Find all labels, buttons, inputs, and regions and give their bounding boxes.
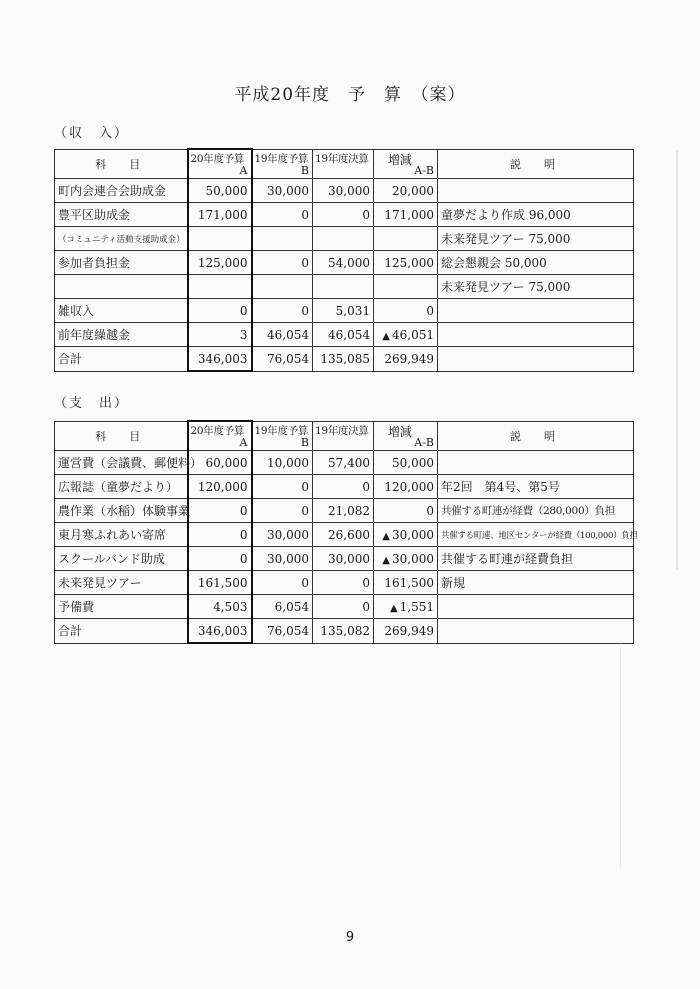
difference-amount: 0 — [426, 303, 434, 318]
table-row — [55, 251, 634, 275]
settlement-19-value: 135,085 — [313, 347, 374, 372]
row-subject: 参加者負担金 — [55, 251, 188, 275]
budget-19-value: 0 — [252, 299, 313, 323]
budget-19-value: 0 — [252, 499, 313, 523]
budget-20-value: 161,500 — [188, 571, 252, 595]
difference-amount: 161,500 — [384, 575, 434, 590]
budget-20-header-code: A — [239, 164, 248, 177]
difference-amount: 171,000 — [384, 207, 434, 222]
row-description — [438, 451, 634, 475]
total-row — [55, 619, 634, 644]
difference-amount: 125,000 — [384, 255, 434, 270]
difference-value — [374, 547, 438, 571]
budget-19-value: 30,000 — [252, 179, 313, 203]
difference-amount: 30,000 — [392, 551, 434, 566]
settlement-19-value — [313, 275, 374, 299]
row-subject: 予備費 — [55, 595, 188, 619]
decrease-triangle-icon: ▲ — [382, 554, 390, 566]
income-header-row — [55, 149, 634, 179]
table-row — [55, 595, 634, 619]
row-description — [438, 323, 634, 347]
budget-20-value: 346,003 — [188, 347, 252, 372]
row-description: 未来発見ツアー 75,000 — [438, 227, 634, 251]
settlement-19-value: 0 — [313, 203, 374, 227]
row-description: 年2回 第4号、第5号 — [438, 475, 634, 499]
difference-value — [374, 299, 438, 323]
difference-value — [374, 451, 438, 475]
row-subject: スクールバンド助成 — [55, 547, 188, 571]
difference-value — [374, 571, 438, 595]
budget-20-value: 50,000 — [188, 179, 252, 203]
difference-value — [374, 275, 438, 299]
settlement-19-header-label: 19年度決算 — [315, 424, 369, 437]
row-subject-note: （コミュニティ活動支援助成金） — [55, 227, 188, 251]
budget-19-value: 6,054 — [252, 595, 313, 619]
budget-19-value — [252, 275, 313, 299]
difference-header — [374, 421, 438, 451]
row-subject — [55, 275, 188, 299]
settlement-19-value: 0 — [313, 475, 374, 499]
budget-20-value: 171,000 — [188, 203, 252, 227]
row-description: 新規 — [438, 571, 634, 595]
settlement-19-header — [313, 149, 374, 179]
budget-20-value: 0 — [188, 499, 252, 523]
total-row — [55, 347, 634, 372]
row-subject: 東月寒ふれあい寄席 — [55, 523, 188, 547]
difference-amount: 50,000 — [392, 455, 434, 470]
income-section-label: （収 入） — [54, 126, 130, 141]
row-subject: 前年度繰越金 — [55, 323, 188, 347]
difference-value — [374, 251, 438, 275]
table-row — [55, 475, 634, 499]
difference-header-label: 増減 — [388, 424, 412, 439]
budget-19-header-code: B — [300, 436, 309, 449]
difference-value — [374, 475, 438, 499]
row-subject: 合計 — [55, 347, 188, 372]
difference-value — [374, 323, 438, 347]
row-description — [438, 595, 634, 619]
difference-header-label: 増減 — [388, 152, 412, 167]
difference-header — [374, 149, 438, 179]
difference-header-code: A-B — [414, 436, 434, 449]
budget-19-value: 0 — [252, 475, 313, 499]
difference-amount: 269,949 — [384, 351, 434, 366]
budget-19-value: 30,000 — [252, 547, 313, 571]
table-row — [55, 179, 634, 203]
table-row — [55, 523, 634, 547]
difference-header-code: A-B — [414, 164, 434, 177]
difference-amount: 120,000 — [384, 479, 434, 494]
difference-value — [374, 619, 438, 644]
expense-section-label: （支 出） — [54, 396, 130, 411]
settlement-19-value: 46,054 — [313, 323, 374, 347]
table-row — [55, 203, 634, 227]
row-subject: 未来発見ツアー — [55, 571, 188, 595]
difference-amount: 46,051 — [392, 327, 434, 342]
budget-19-value: 46,054 — [252, 323, 313, 347]
difference-value — [374, 179, 438, 203]
row-description — [438, 347, 634, 372]
budget-19-header-label: 19年度予算 — [254, 424, 309, 437]
table-row — [55, 571, 634, 595]
difference-value — [374, 203, 438, 227]
budget-19-value: 76,054 — [252, 619, 313, 644]
settlement-19-value: 30,000 — [313, 547, 374, 571]
budget-20-header — [188, 149, 252, 179]
budget-20-value — [188, 227, 252, 251]
budget-19-value: 0 — [252, 251, 313, 275]
row-description — [438, 299, 634, 323]
difference-value — [374, 499, 438, 523]
row-description: 共催する町連が経費負担 — [438, 547, 634, 571]
row-subject: 雑収入 — [55, 299, 188, 323]
budget-19-header-label: 19年度予算 — [254, 152, 309, 165]
decrease-triangle-icon: ▲ — [382, 330, 390, 342]
decrease-triangle-icon: ▲ — [382, 530, 390, 542]
budget-19-value: 30,000 — [252, 523, 313, 547]
budget-20-value: 0 — [188, 299, 252, 323]
budget-19-header — [252, 149, 313, 179]
budget-20-value: 0 — [188, 547, 252, 571]
expense-header-row — [55, 421, 634, 451]
table-row — [55, 227, 634, 251]
row-subject: 農作業（水稲）体験事業 — [55, 499, 188, 523]
row-description: 未来発見ツアー 75,000 — [438, 275, 634, 299]
row-subject: 広報誌（童夢だより） — [55, 475, 188, 499]
budget-20-header-label: 20年度予算 — [190, 425, 245, 437]
difference-value — [374, 227, 438, 251]
budget-19-value — [252, 227, 313, 251]
income-table — [54, 148, 634, 372]
description-header: 説 明 — [438, 421, 634, 451]
subject-header: 科 目 — [55, 421, 188, 451]
difference-amount: 1,551 — [399, 599, 434, 614]
budget-20-value: 4,503 — [188, 595, 252, 619]
row-description: 童夢だより作成 96,000 — [438, 203, 634, 227]
settlement-19-header — [313, 421, 374, 451]
difference-amount: 20,000 — [392, 183, 434, 198]
budget-19-header — [252, 421, 313, 451]
budget-19-value: 76,054 — [252, 347, 313, 372]
budget-20-header-label: 20年度予算 — [190, 153, 245, 165]
budget-20-value: 125,000 — [188, 251, 252, 275]
row-subject: 豊平区助成金 — [55, 203, 188, 227]
row-subject: 合計 — [55, 619, 188, 644]
budget-20-header — [188, 421, 252, 451]
row-description: 共催する町連が経費（280,000）負担 — [438, 499, 634, 523]
difference-amount: 30,000 — [392, 527, 434, 542]
description-header: 説 明 — [438, 149, 634, 179]
subject-header: 科 目 — [55, 149, 188, 179]
settlement-19-value: 0 — [313, 571, 374, 595]
settlement-19-value: 5,031 — [313, 299, 374, 323]
page-title: 平成20年度 予 算 （案） — [234, 85, 466, 105]
page-number: 9 — [345, 930, 355, 945]
difference-value — [374, 523, 438, 547]
row-description: 共催する町連、地区センターが経費（100,000）負担 — [438, 523, 634, 547]
row-subject: 運営費（会議費、郵便料） — [55, 451, 188, 475]
table-row — [55, 499, 634, 523]
budget-20-value: 346,003 — [188, 619, 252, 644]
budget-19-value: 0 — [252, 203, 313, 227]
settlement-19-value: 135,082 — [313, 619, 374, 644]
table-row — [55, 299, 634, 323]
budget-20-value: 120,000 — [188, 475, 252, 499]
scan-bleed-mark — [676, 150, 678, 570]
scan-bleed-mark — [620, 640, 621, 870]
settlement-19-value: 0 — [313, 595, 374, 619]
settlement-19-value: 57,400 — [313, 451, 374, 475]
difference-amount: 0 — [426, 503, 434, 518]
settlement-19-value — [313, 227, 374, 251]
row-description: 総会懇親会 50,000 — [438, 251, 634, 275]
row-description — [438, 179, 634, 203]
budget-20-value: 60,000 — [188, 451, 252, 475]
difference-value — [374, 595, 438, 619]
budget-19-value: 10,000 — [252, 451, 313, 475]
row-description — [438, 619, 634, 644]
table-row — [55, 451, 634, 475]
table-row — [55, 323, 634, 347]
budget-20-value: 0 — [188, 523, 252, 547]
budget-19-value: 0 — [252, 571, 313, 595]
settlement-19-value: 30,000 — [313, 179, 374, 203]
settlement-19-value: 26,600 — [313, 523, 374, 547]
budget-20-value — [188, 275, 252, 299]
settlement-19-header-label: 19年度決算 — [315, 152, 369, 165]
difference-value — [374, 347, 438, 372]
budget-20-value: 3 — [188, 323, 252, 347]
settlement-19-value: 54,000 — [313, 251, 374, 275]
budget-19-header-code: B — [300, 164, 309, 177]
settlement-19-value: 21,082 — [313, 499, 374, 523]
table-row — [55, 547, 634, 571]
expense-table — [54, 420, 638, 644]
decrease-triangle-icon: ▲ — [389, 602, 398, 614]
difference-amount: 269,949 — [384, 623, 434, 638]
row-subject: 町内会連合会助成金 — [55, 179, 188, 203]
budget-20-header-code: A — [239, 436, 248, 449]
table-row — [55, 275, 634, 299]
